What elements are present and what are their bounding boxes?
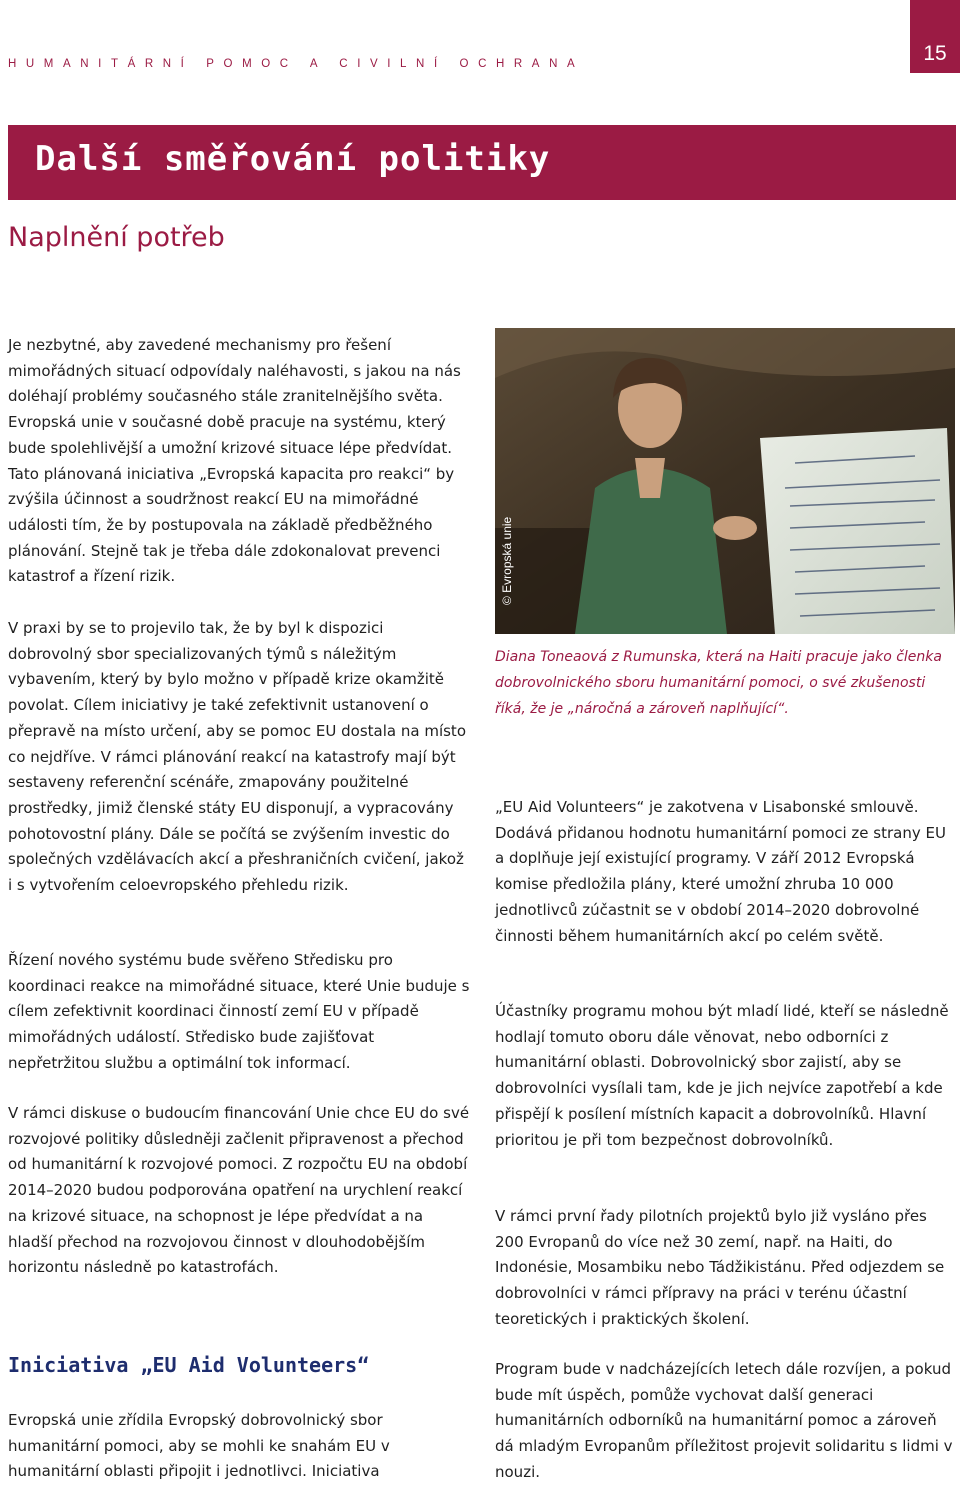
right-paragraph-1: „EU Aid Volunteers“ je zakotvena v Lisabonské smlouvě. Dodává přidanou hodnotu humanitární pomoci ze strany EU a doplňuje její existující programy. V září 2012 Evropská komise předložila plány, které umožní zhruba 10 000 jednotlivců zúčastnit se v období 2014–2020 dobrovolné činnosti během humanitárních akcí po celém světě. [495, 798, 946, 945]
page-title: Další směřování politiky [35, 139, 551, 179]
section-title: Naplnění potřeb [8, 222, 225, 253]
right-paragraph-2: Účastníky programu mohou být mladí lidé, kteří se následně hodlají tomuto oboru dále věnovat, nebo odborníci z humanitární oblasti. Dobrovolnický sbor zajistí, aby se dobrovolníci vysílali tam, kde je jich nejvíce zapotřebí a kde přispějí k posílení místních kapacit a dobrovolníků. Hlavní prioritou je při tom bezpečnost dobrovolníků. [495, 1002, 949, 1149]
right-paragraph-3: V rámci první řady pilotních projektů bylo již vysláno přes 200 Evropanů do více než 30 zemí, např. na Haiti, do Indonésie, Mosambiku nebo Tádžikistánu. Před odjezdem se dobrovolníci v rámci přípravy na práci v terénu účastní teoretických i praktických školení. [495, 1207, 945, 1328]
page-number [910, 0, 960, 73]
left-paragraph-4: V rámci diskuse o budoucím financování Unie chce EU do své rozvojové politiky důsledněji začlenit připravenost a přechod od humanitární k rozvojové pomoci. Z rozpočtu EU na období 2014–2020 budou podporována opatření na urychlení reakcí na krizové situace, na schopnost je lépe předvídat a na hladší přechod na rozvojovou činnost v dlouhodobějším horizontu následně po katastrofách. [8, 1104, 470, 1277]
photo-caption: Diana Toneaová z Rumunska, která na Haiti pracuje jako členka dobrovolnického sboru humanitární pomoci, o své zkušenosti říká, že je „náročná a zároveň naplňující“. [495, 649, 942, 717]
left-paragraph-2: V praxi by se to projevilo tak, že by byl k dispozici dobrovolný sbor specializovaných týmů s náležitým vybavením, který by bylo možno v případě krize okamžitě povolat. Cílem iniciativy je také zefektivnit ustanovení o přepravě na místo určení, aby se pomoc EU dostala na místo co nejdříve. V rámci plánování reakcí na katastrofy mají být sestaveny referenční scénáře, zmapovány použitelné prostředky, jimiž členské státy EU disponují, a vypracovány pohotovostní plány. Dále se počítá se zvýšením investic do společných vzdělávacích akcí a přeshraničních cvičení, jakož i s vytvořením celoevropského přehledu rizik. [8, 619, 466, 895]
left-paragraph-1: Je nezbytné, aby zavedené mechanismy pro řešení mimořádných situací odpovídaly naléhavosti, s jakou na nás doléhají problémy současného stále zranitelnějšího světa. Evropská unie v současné době pracuje na systému, který bude spolehlivější a umožní krizové situace lépe předvídat. Tato plánovaná iniciativa „Evropská kapacita pro reakci“ by zvýšila účinnost a soudržnost reakcí EU na mimořádné události tím, že by postupovala na základě předběžného plánování. Stejně tak je třeba dále zdokonalovat prevenci katastrof a řízení rizik. [8, 336, 461, 586]
photo-credit: © Evropská unie [500, 516, 514, 605]
left-paragraph-5: Evropská unie zřídila Evropský dobrovolnický sbor humanitární pomoci, aby se mohli ke snahám EU v humanitární oblasti připojit i jednotlivci. Iniciativa [8, 1411, 390, 1481]
page-number-text: 15 [923, 42, 947, 65]
subheading-eu-aid-volunteers: Iniciativa „EU Aid Volunteers“ [8, 1353, 370, 1377]
right-paragraph-4: Program bude v nadcházejících letech dále rozvíjen, a pokud bude mít úspěch, pomůže vychovat další generaci humanitárních odborníků na humanitární pomoc a zároveň dá mladým Evropanům příležitost projevit solidaritu s lidmi v nouzi. [495, 1360, 953, 1481]
left-paragraph-3: Řízení nového systému bude svěřeno Středisku pro koordinaci reakce na mimořádné situace, které Unie buduje s cílem zefektivnit koordinaci činností zemí EU v případě mimořádných událostí. Středisko bude zajišťovat nepřetržitou službu a optimální tok informací. [8, 951, 470, 1072]
volunteer-photo [495, 328, 955, 634]
photo-illustration [495, 328, 955, 634]
title-banner [8, 125, 956, 200]
running-header: HUMANITÁRNÍ POMOC A CIVILNÍ OCHRANA [8, 58, 585, 70]
